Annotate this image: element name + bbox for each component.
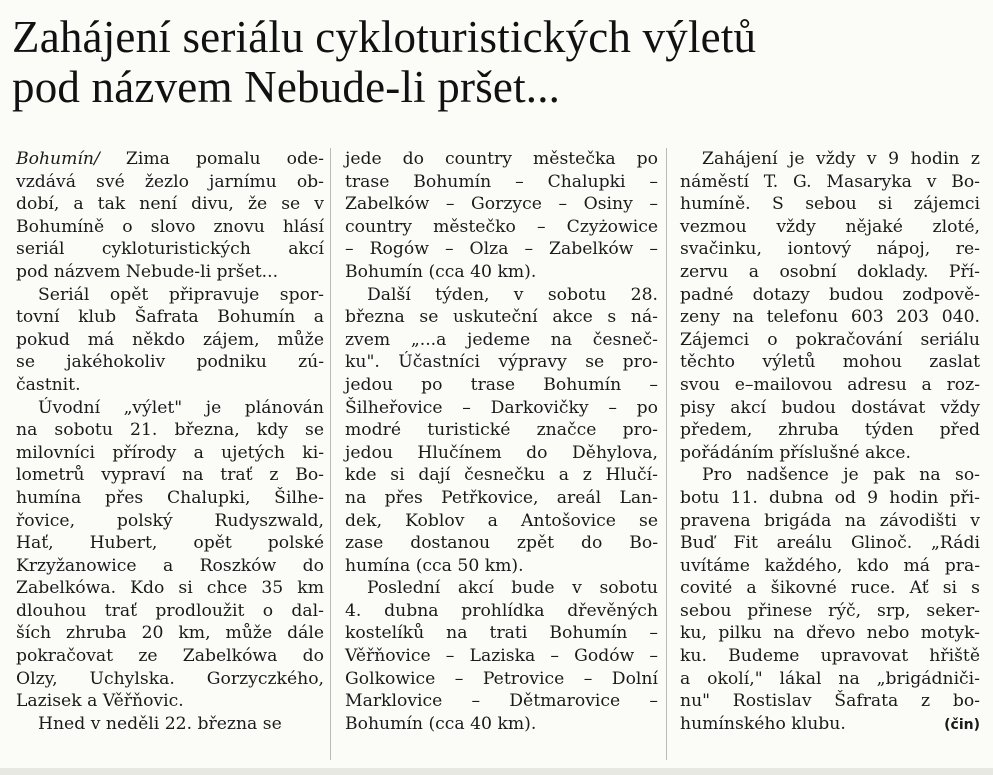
article-column-3: [680, 148, 980, 736]
headline: [12, 12, 972, 112]
text-line: zeny na telefonu 603 203 040.: [680, 307, 980, 328]
text-line: předem, zhruba týden před: [680, 420, 980, 441]
text-line: ších zhruba 20 km, může dále: [16, 623, 324, 644]
text-line: jedou Hlučínem do Děhylova,: [345, 442, 658, 463]
text-line: Zahájení je vždy v 9 hodin z: [702, 149, 980, 169]
text-line: Zájemci o pokračování seriálu: [680, 329, 980, 350]
text-line: března se uskuteční akce s ná-: [345, 307, 658, 328]
text-line: Zabelkówa. Kdo si chce 35 km: [16, 578, 324, 599]
article-column-2: [345, 148, 658, 735]
text-line: Olzy, Uchylska. Gorzyczkého,: [16, 668, 324, 689]
text-line: pisy akcí budou dostávat vždy: [680, 397, 980, 418]
text-line: Úvodní „výlet" je plánován: [38, 397, 324, 418]
text-line: lometrů vypraví na trať z Bo-: [16, 465, 324, 486]
text-line: Další týden, v sobotu 28.: [367, 284, 658, 305]
headline-line-1: Zahájení seriálu cykloturistických výletů: [12, 12, 757, 62]
text-line: nu" Rostislav Šafrata z bo-: [680, 691, 980, 712]
text-line: pořádáním příslušné akce.: [680, 442, 911, 463]
text-line: na přes Petřkovice, areál Lan-: [345, 487, 658, 508]
text-line: dobí, a tak není divu, že se v: [16, 194, 324, 215]
text-line: Šilheřovice – Darkovičky – po: [345, 397, 658, 418]
text-line: kde si dají česnečku a z Hlučí-: [345, 465, 658, 486]
text-line: Věřňovice – Laziska – Godów –: [345, 646, 658, 667]
text-line: jedou po trase Bohumín –: [345, 374, 658, 395]
text-line: uvítáme každého, kdo má pra-: [680, 555, 980, 576]
text-fragment: humínského klubu.: [680, 713, 846, 734]
text-line: dek, Koblov a Antošovice se: [345, 510, 658, 531]
text-line: častnit.: [16, 374, 81, 395]
text-line: náměstí T. G. Masaryka v Bo-: [680, 171, 980, 192]
text-line: pokračovat ze Zabelkówa do: [16, 646, 324, 667]
text-line: sebou přinese rýč, srp, seker-: [680, 600, 980, 621]
text-line: a okolí," lákal na „brigádniči-: [680, 668, 980, 689]
text-line: řovice, polský Rudyszwald,: [16, 510, 324, 531]
text-line: 4. dubna prohlídka dřevěných: [345, 600, 658, 621]
text-line: ku". Účastníci výpravy se pro-: [345, 352, 658, 373]
text-line: trase Bohumín – Chalupki –: [345, 171, 658, 192]
text-line: Hned v neděli 22. března se: [38, 713, 282, 734]
text-line: dlouhou trať prodloužit o dal-: [16, 600, 324, 621]
text-line: humína (cca 50 km).: [345, 555, 524, 576]
text-line: ku, pilku na dřevo nebo motyk-: [680, 623, 980, 644]
text-line: Krzyžanowice a Roszków do: [16, 555, 324, 576]
text-line: vezmou vždy nějaké zloté,: [680, 216, 980, 237]
text-line: [680, 713, 980, 737]
column-divider: [330, 148, 331, 760]
text-fragment: Zima pomalu ode-: [99, 149, 324, 169]
author-signature: (čin): [944, 716, 980, 733]
dateline: Bohumín/: [16, 149, 100, 169]
text-line: Poslední akcí bude v sobotu: [367, 578, 658, 599]
text-line: Golkowice – Petrovice – Dolní: [345, 668, 658, 689]
text-line: seriál cykloturistických akcí: [16, 239, 324, 260]
text-line: pravena brigáda na závodišti v: [680, 510, 980, 531]
text-line: svačinku, iontový nápoj, re-: [680, 239, 980, 260]
text-line: humíně. S sebou si zájemci: [680, 194, 980, 215]
text-line: [16, 148, 324, 171]
text-line: pod názvem Nebude-li pršet...: [16, 261, 279, 282]
text-line: těchto výletů mohou zaslat: [680, 352, 980, 373]
text-line: Zabelków – Gorzyce – Osiny –: [345, 194, 658, 215]
text-line: botu 11. dubna od 9 hodin při-: [680, 487, 980, 508]
text-line: vzdává své žezlo jarnímu ob-: [16, 171, 324, 192]
page-edge: [0, 768, 993, 775]
text-line: Hať, Hubert, opět polské: [16, 533, 324, 554]
headline-line-2: pod názvem Nebude-li pršet...: [12, 62, 561, 112]
text-line: Bohumín (cca 40 km).: [345, 261, 537, 282]
text-line: modré turistické značce pro-: [345, 420, 658, 441]
text-line: tovní klub Šafrata Bohumín a: [16, 307, 324, 328]
text-line: svou e–mailovou adresu a roz-: [680, 374, 980, 395]
text-line: zvem „...a jedeme na česneč-: [345, 329, 658, 350]
text-line: Marklovice – Dětmarovice –: [345, 691, 658, 712]
text-line: – Rogów – Olza – Zabelków –: [345, 239, 658, 260]
article-column-1: [16, 148, 324, 735]
text-line: pokud má někdo zájem, může: [16, 329, 324, 350]
text-line: milovníci přírody a ujetých ki-: [16, 442, 324, 463]
text-line: ku. Budeme upravovat hřiště: [680, 646, 980, 667]
text-line: se jakéhokoliv podniku zú-: [16, 352, 324, 373]
text-line: zervu a osobní doklady. Pří-: [680, 261, 980, 282]
column-divider: [666, 148, 667, 760]
text-line: country městečko – Czyżowice: [345, 216, 658, 237]
text-line: Buď Fit areálu Glinoč. „Rádi: [680, 533, 980, 554]
text-line: humína přes Chalupki, Šilhe-: [16, 487, 324, 508]
text-line: Seriál opět připravuje spor-: [38, 284, 324, 305]
text-line: padné dotazy budou zodpově-: [680, 284, 980, 305]
text-line: jede do country městečka po: [345, 149, 658, 169]
text-line: Bohumíně o slovo znovu hlásí: [16, 216, 324, 237]
text-line: na sobotu 21. března, kdy se: [16, 420, 324, 441]
text-line: Bohumín (cca 40 km).: [345, 713, 537, 734]
text-line: kostelíků na trati Bohumín –: [345, 623, 658, 644]
text-line: Pro nadšence je pak na so-: [702, 465, 980, 486]
text-line: Lazisek a Věřňovic.: [16, 691, 184, 712]
text-line: zase dostanou zpět do Bo-: [345, 533, 658, 554]
text-line: covité a šikovné ruce. Ať si s: [680, 578, 980, 599]
